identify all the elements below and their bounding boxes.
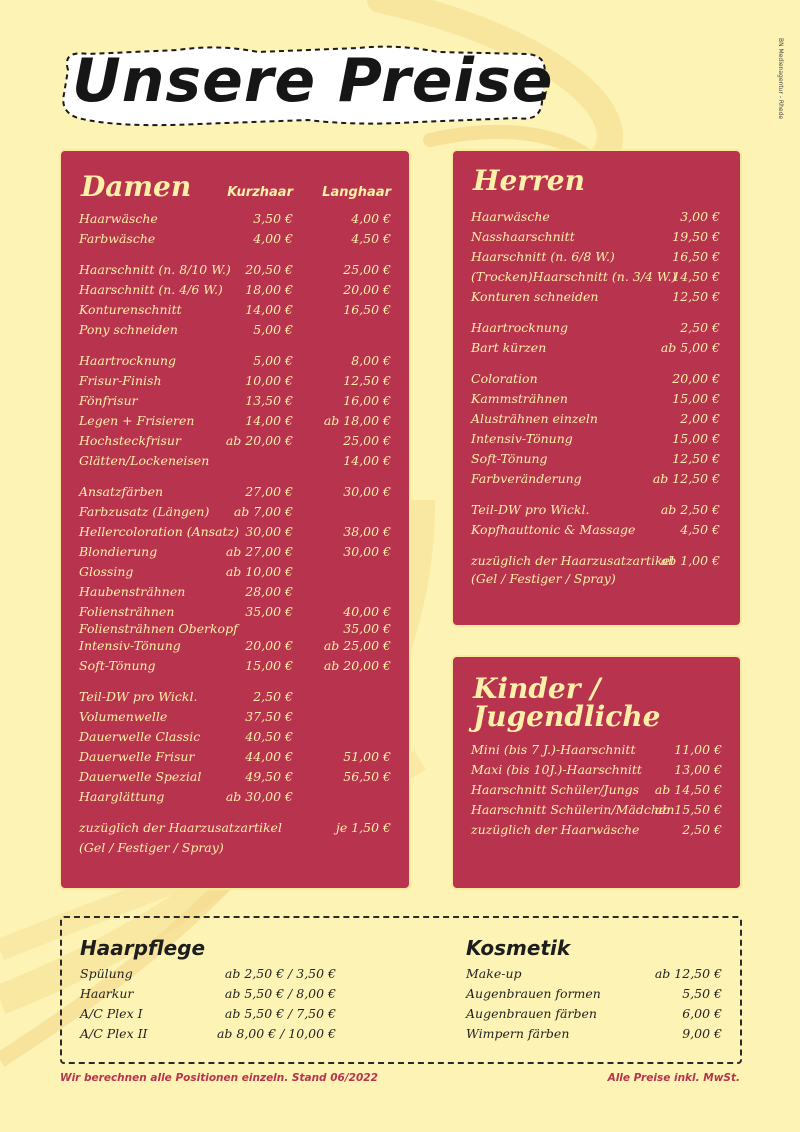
price-langhaar: ab 18,00 € xyxy=(323,413,391,428)
price-value: 3,00 € xyxy=(680,209,720,224)
kosmetik-price-row xyxy=(466,1006,722,1026)
service-label: Coloration xyxy=(471,371,538,386)
kinder-price-row xyxy=(453,802,740,822)
service-label: (Gel / Festiger / Spray) xyxy=(79,840,224,855)
herren-price-row xyxy=(453,502,740,522)
damen-price-row xyxy=(61,262,409,282)
price-value: ab 2,50 € xyxy=(660,502,720,517)
service-label: Fönfrisur xyxy=(79,393,138,408)
herren-price-row xyxy=(453,289,740,309)
service-label: Farbzusatz (Längen) xyxy=(79,504,210,519)
price-langhaar: 14,00 € xyxy=(343,453,391,468)
service-label: Teil-DW pro Wickl. xyxy=(79,689,198,704)
service-label: Wimpern färben xyxy=(466,1026,570,1041)
price-value: 16,50 € xyxy=(672,249,720,264)
damen-price-row xyxy=(61,373,409,393)
damen-price-row xyxy=(61,584,409,604)
care-cosmetics-box xyxy=(60,916,742,1064)
service-label: Mini (bis 7 J.)-Haarschnitt xyxy=(471,742,636,757)
price-kurzhaar: 37,50 € xyxy=(245,709,293,724)
service-label: Alusträhnen einzeln xyxy=(471,411,598,426)
price-value: 6,00 € xyxy=(682,1006,722,1021)
price-kurzhaar: ab 30,00 € xyxy=(225,789,293,804)
price-value: ab 14,50 € xyxy=(654,782,722,797)
price-kurzhaar: 20,00 € xyxy=(245,638,293,653)
product-label: A/C Plex II xyxy=(80,1026,148,1041)
price-value: 5,50 € xyxy=(682,986,722,1001)
herren-price-row xyxy=(453,411,740,431)
damen-price-row xyxy=(61,413,409,433)
price-langhaar: 51,00 € xyxy=(343,749,391,764)
service-label: Haarwäsche xyxy=(471,209,550,224)
price-value: 15,00 € xyxy=(672,431,720,446)
service-label: Dauerwelle Classic xyxy=(79,729,201,744)
price-value: 2,50 € xyxy=(682,822,722,837)
price-value: 11,00 € xyxy=(674,742,722,757)
price-kurzhaar: 14,00 € xyxy=(245,302,293,317)
herren-price-row xyxy=(453,249,740,269)
service-label: (Gel / Festiger / Spray) xyxy=(471,571,616,586)
price-langhaar: 25,00 € xyxy=(343,262,391,277)
kinder-price-row xyxy=(453,822,740,842)
damen-price-row xyxy=(61,353,409,373)
service-label: Nasshaarschnitt xyxy=(471,229,575,244)
service-label: Haarschnitt (n. 6/8 W.) xyxy=(471,249,615,264)
kinder-price-row xyxy=(453,742,740,762)
service-label: Glossing xyxy=(79,564,134,579)
price-kurzhaar: 5,00 € xyxy=(253,322,293,337)
service-label: zuzüglich der Haarzusatzartikel xyxy=(471,553,674,568)
price-value: 19,50 € xyxy=(672,229,720,244)
damen-title: Damen xyxy=(81,170,192,203)
service-label: Haarwäsche xyxy=(79,211,158,226)
title-sticker xyxy=(58,42,554,128)
price-langhaar: je 1,50 € xyxy=(335,820,391,835)
service-label: Konturenschnitt xyxy=(79,302,182,317)
service-label: (Trocken)Haarschnitt (n. 3/4 W.) xyxy=(471,269,677,284)
kosmetik-title: Kosmetik xyxy=(466,936,571,960)
price-langhaar: ab 25,00 € xyxy=(323,638,391,653)
price-value: 9,00 € xyxy=(682,1026,722,1041)
price-langhaar: 40,00 € xyxy=(343,604,391,619)
kosmetik-price-row xyxy=(466,1026,722,1046)
haarpflege-price-row xyxy=(80,1006,336,1026)
price-langhaar: 56,50 € xyxy=(343,769,391,784)
service-label: Kammsträhnen xyxy=(471,391,568,406)
kinder-price-row xyxy=(453,782,740,802)
service-label: Blondierung xyxy=(79,544,158,559)
price-langhaar: 4,00 € xyxy=(351,211,391,226)
price-value: 20,00 € xyxy=(672,371,720,386)
price-kurzhaar: 20,50 € xyxy=(245,262,293,277)
herren-price-row xyxy=(453,391,740,411)
herren-price-row xyxy=(453,269,740,289)
herren-price-row xyxy=(453,451,740,471)
service-label: Intensiv-Tönung xyxy=(471,431,573,446)
herren-price-row xyxy=(453,431,740,451)
damen-price-row xyxy=(61,453,409,473)
damen-price-row xyxy=(61,769,409,789)
damen-price-row xyxy=(61,564,409,584)
price-kurzhaar: ab 27,00 € xyxy=(225,544,293,559)
haarpflege-price-row xyxy=(80,1026,336,1046)
damen-price-row xyxy=(61,524,409,544)
damen-price-row xyxy=(61,729,409,749)
damen-price-row xyxy=(61,689,409,709)
price-kurzhaar: 28,00 € xyxy=(245,584,293,599)
service-label: Hochsteckfrisur xyxy=(79,433,181,448)
damen-price-row xyxy=(61,231,409,251)
damen-price-row xyxy=(61,433,409,453)
price-kurzhaar: 4,00 € xyxy=(253,231,293,246)
price-langhaar: 30,00 € xyxy=(343,484,391,499)
damen-price-row xyxy=(61,484,409,504)
price-value: ab 2,50 € / 3,50 € xyxy=(224,966,336,981)
damen-price-row xyxy=(61,709,409,729)
service-label: Volumenwelle xyxy=(79,709,168,724)
service-label: Foliensträhnen Oberkopf xyxy=(79,621,238,636)
footer-left-note: Wir berechnen alle Positionen einzeln. Stand 06/2022 xyxy=(60,1072,378,1084)
page-title: Unsere Preise xyxy=(72,46,554,116)
price-value: 13,00 € xyxy=(674,762,722,777)
product-label: A/C Plex I xyxy=(80,1006,143,1021)
service-label: Augenbrauen färben xyxy=(466,1006,597,1021)
price-kurzhaar: 18,00 € xyxy=(245,282,293,297)
damen-price-row xyxy=(61,504,409,524)
price-langhaar: 12,50 € xyxy=(343,373,391,388)
product-label: Haarkur xyxy=(80,986,134,1001)
price-langhaar: 30,00 € xyxy=(343,544,391,559)
price-langhaar: 8,00 € xyxy=(351,353,391,368)
price-langhaar: 25,00 € xyxy=(343,433,391,448)
damen-price-row xyxy=(61,820,409,840)
service-label: Soft-Tönung xyxy=(471,451,548,466)
service-label: Dauerwelle Spezial xyxy=(79,769,202,784)
product-label: Spülung xyxy=(80,966,133,981)
price-kurzhaar: 15,00 € xyxy=(245,658,293,673)
service-label: Foliensträhnen xyxy=(79,604,175,619)
herren-price-row xyxy=(453,553,740,573)
price-value: ab 5,50 € / 8,00 € xyxy=(224,986,336,1001)
price-kurzhaar: 2,50 € xyxy=(253,689,293,704)
price-kurzhaar: 30,00 € xyxy=(245,524,293,539)
price-kurzhaar: ab 10,00 € xyxy=(225,564,293,579)
damen-price-row xyxy=(61,211,409,231)
footer-right-note: Alle Preise inkl. MwSt. xyxy=(607,1072,740,1084)
herren-price-row xyxy=(453,320,740,340)
service-label: Frisur-Finish xyxy=(79,373,162,388)
price-kurzhaar: 3,50 € xyxy=(253,211,293,226)
haarpflege-price-row xyxy=(80,966,336,986)
price-kurzhaar: 44,00 € xyxy=(245,749,293,764)
price-langhaar: 4,50 € xyxy=(351,231,391,246)
price-kurzhaar: 5,00 € xyxy=(253,353,293,368)
damen-price-row xyxy=(61,749,409,769)
service-label: Haarschnitt (n. 4/6 W.) xyxy=(79,282,223,297)
price-value: ab 8,00 € / 10,00 € xyxy=(216,1026,336,1041)
price-kurzhaar: 35,00 € xyxy=(245,604,293,619)
price-value: 2,00 € xyxy=(680,411,720,426)
price-value: ab 12,50 € xyxy=(654,966,722,981)
price-value: ab 1,00 € xyxy=(660,553,720,568)
damen-price-row xyxy=(61,282,409,302)
price-langhaar: ab 20,00 € xyxy=(323,658,391,673)
credit-text: BN Medienagentur - Rhede xyxy=(777,38,784,120)
herren-price-row xyxy=(453,471,740,491)
price-value: ab 5,50 € / 7,50 € xyxy=(224,1006,336,1021)
herren-price-row xyxy=(453,522,740,542)
price-langhaar: 16,00 € xyxy=(343,393,391,408)
service-label: Haarschnitt Schüler/Jungs xyxy=(471,782,640,797)
price-value: 12,50 € xyxy=(672,289,720,304)
damen-price-row xyxy=(61,840,409,860)
price-langhaar: 16,50 € xyxy=(343,302,391,317)
damen-price-row xyxy=(61,544,409,564)
col-head-kurzhaar: Kurzhaar xyxy=(227,185,293,200)
damen-panel xyxy=(59,149,411,890)
herren-price-row xyxy=(453,209,740,229)
kinder-price-row xyxy=(453,762,740,782)
price-value: 14,50 € xyxy=(672,269,720,284)
price-kurzhaar: 13,50 € xyxy=(245,393,293,408)
kosmetik-price-row xyxy=(466,966,722,986)
price-kurzhaar: 49,50 € xyxy=(245,769,293,784)
price-kurzhaar: 27,00 € xyxy=(245,484,293,499)
service-label: Hellercoloration (Ansatz) xyxy=(79,524,240,539)
service-label: Dauerwelle Frisur xyxy=(79,749,195,764)
kinder-panel xyxy=(451,655,742,890)
herren-price-row xyxy=(453,571,740,591)
price-kurzhaar: 10,00 € xyxy=(245,373,293,388)
damen-price-row xyxy=(61,658,409,678)
price-langhaar: 20,00 € xyxy=(343,282,391,297)
price-kurzhaar: 40,50 € xyxy=(245,729,293,744)
price-value: ab 12,50 € xyxy=(652,471,720,486)
col-head-langhaar: Langhaar xyxy=(322,185,391,200)
price-value: 2,50 € xyxy=(680,320,720,335)
service-label: Haarglättung xyxy=(79,789,165,804)
service-label: Haartrocknung xyxy=(471,320,569,335)
price-kurzhaar: ab 7,00 € xyxy=(233,504,293,519)
service-label: Ansatzfärben xyxy=(79,484,164,499)
price-value: ab 5,00 € xyxy=(660,340,720,355)
damen-price-row xyxy=(61,302,409,322)
service-label: Haubensträhnen xyxy=(79,584,186,599)
haarpflege-price-row xyxy=(80,986,336,1006)
price-kurzhaar: ab 20,00 € xyxy=(225,433,293,448)
service-label: zuzüglich der Haarwäsche xyxy=(471,822,640,837)
service-label: Teil-DW pro Wickl. xyxy=(471,502,590,517)
service-label: Farbveränderung xyxy=(471,471,582,486)
damen-price-row xyxy=(61,393,409,413)
service-label: Glätten/Lockeneisen xyxy=(79,453,210,468)
service-label: Farbwäsche xyxy=(79,231,156,246)
herren-price-row xyxy=(453,340,740,360)
price-value: 15,00 € xyxy=(672,391,720,406)
service-label: Augenbrauen formen xyxy=(466,986,601,1001)
service-label: Intensiv-Tönung xyxy=(79,638,181,653)
damen-price-row xyxy=(61,638,409,658)
haarpflege-title: Haarpflege xyxy=(80,936,206,960)
herren-title: Herren xyxy=(473,164,585,197)
service-label: Haarschnitt (n. 8/10 W.) xyxy=(79,262,231,277)
service-label: Maxi (bis 10J.)-Haarschnitt xyxy=(471,762,642,777)
service-label: Konturen schneiden xyxy=(471,289,599,304)
price-langhaar: 38,00 € xyxy=(343,524,391,539)
price-kurzhaar: 14,00 € xyxy=(245,413,293,428)
price-value: 4,50 € xyxy=(680,522,720,537)
damen-price-row xyxy=(61,789,409,809)
kinder-title-line1: Kinder / xyxy=(473,672,601,705)
service-label: Haartrocknung xyxy=(79,353,177,368)
herren-price-row xyxy=(453,371,740,391)
service-label: Soft-Tönung xyxy=(79,658,156,673)
service-label: Haarschnitt Schülerin/Mädchen xyxy=(471,802,675,817)
service-label: zuzüglich der Haarzusatzartikel xyxy=(79,820,282,835)
price-langhaar: 35,00 € xyxy=(343,621,391,636)
herren-panel xyxy=(451,149,742,627)
kinder-title-line2: Jugendliche xyxy=(473,700,661,733)
service-label: Bart kürzen xyxy=(471,340,547,355)
service-label: Kopfhauttonic & Massage xyxy=(471,522,636,537)
service-label: Pony schneiden xyxy=(79,322,178,337)
price-value: ab 15,50 € xyxy=(654,802,722,817)
damen-price-row xyxy=(61,322,409,342)
service-label: Make-up xyxy=(466,966,522,981)
herren-price-row xyxy=(453,229,740,249)
service-label: Legen + Frisieren xyxy=(79,413,195,428)
kosmetik-price-row xyxy=(466,986,722,1006)
price-value: 12,50 € xyxy=(672,451,720,466)
